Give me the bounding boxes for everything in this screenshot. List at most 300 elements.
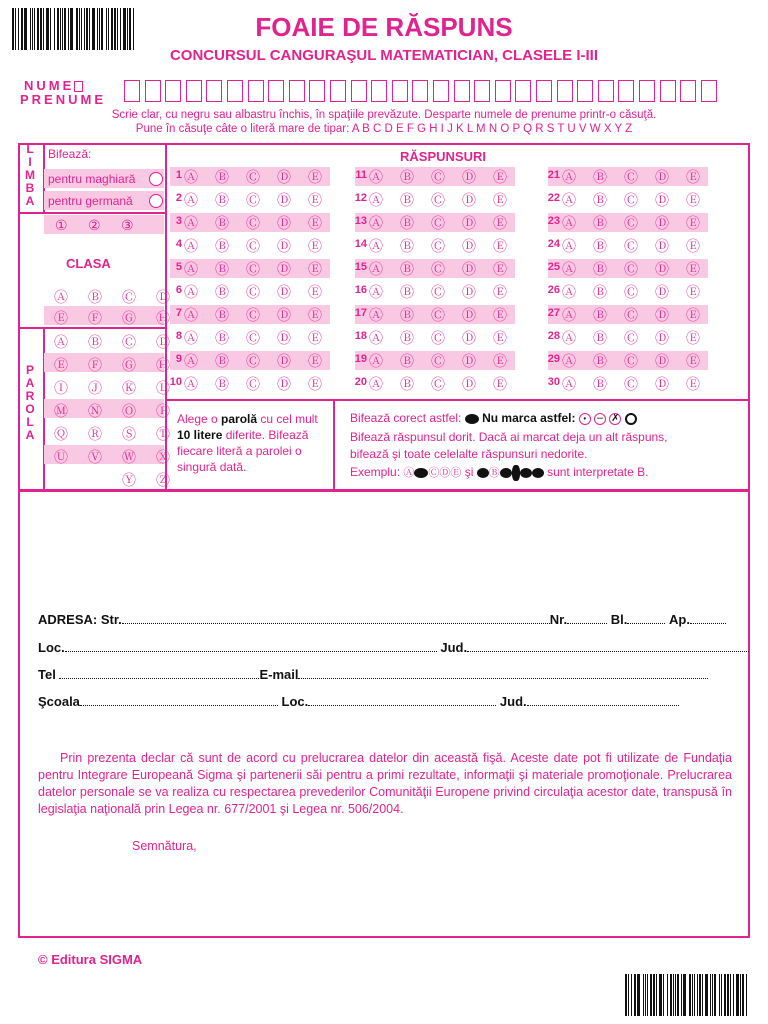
limba-heading: Bifează: [48, 147, 92, 161]
parola-letter-bubble[interactable]: Ⓑ [88, 334, 102, 350]
answer-choice-bubble[interactable]: Ⓑ [400, 169, 414, 185]
answer-choice-bubble[interactable]: Ⓓ [277, 169, 291, 185]
dot-mark-icon: • [579, 413, 591, 425]
question-number: 7 [175, 307, 182, 319]
answer-choice-bubble[interactable]: Ⓒ [246, 215, 260, 231]
name-letter-box[interactable] [454, 80, 470, 102]
parola-instr-bold1: parolă [221, 412, 258, 426]
question-number: 21 [547, 169, 560, 181]
answer-choice-bubble[interactable]: Ⓑ [215, 284, 229, 300]
answer-choice-bubble[interactable]: Ⓓ [655, 192, 669, 208]
answer-choice-bubble[interactable]: Ⓒ [246, 376, 260, 392]
vertical-letter: L [26, 142, 34, 156]
barcode-bar [727, 974, 729, 1016]
answer-choice-bubble[interactable]: Ⓓ [655, 307, 669, 323]
answer-choice-bubble[interactable]: Ⓑ [400, 215, 414, 231]
answer-choice-bubble[interactable]: Ⓔ [308, 284, 322, 300]
parola-letter-bubble[interactable]: Ⓩ [156, 472, 170, 488]
bl-field[interactable] [627, 614, 665, 624]
address-school-row[interactable] [38, 694, 679, 709]
question-number: 2 [175, 192, 182, 204]
answer-choice-bubble[interactable]: Ⓑ [593, 215, 607, 231]
clasa-option-bubble[interactable]: ① [55, 217, 68, 233]
question-number: 17 [354, 307, 367, 319]
question-number: 6 [175, 284, 182, 296]
answer-choice-bubble[interactable]: Ⓒ [246, 192, 260, 208]
answer-choice-bubble[interactable]: Ⓔ [686, 215, 700, 231]
question-number: 4 [175, 238, 182, 250]
answer-choice-bubble[interactable]: Ⓓ [462, 284, 476, 300]
answer-choice-bubble[interactable]: Ⓔ [686, 376, 700, 392]
question-number: 9 [175, 353, 182, 365]
address-loc-row[interactable] [38, 640, 749, 655]
answer-choice-bubble[interactable]: Ⓔ [686, 261, 700, 277]
name-letter-box[interactable] [124, 80, 140, 102]
answer-choice-bubble[interactable]: Ⓐ [562, 238, 576, 254]
answer-choice-bubble[interactable]: Ⓓ [462, 376, 476, 392]
parola-letter-bubble[interactable]: Ⓕ [88, 357, 102, 373]
label-nume [24, 78, 83, 93]
answer-choice-bubble[interactable]: Ⓑ [400, 330, 414, 346]
answer-choice-bubble[interactable]: Ⓓ [655, 376, 669, 392]
answer-choice-bubble[interactable]: Ⓐ [562, 376, 576, 392]
answer-choice-bubble[interactable]: Ⓓ [462, 215, 476, 231]
answer-choice-bubble[interactable]: Ⓓ [655, 353, 669, 369]
answer-choice-bubble[interactable]: Ⓐ [369, 330, 383, 346]
answer-choice-bubble[interactable]: Ⓓ [462, 169, 476, 185]
address-loc2-label: Loc. [281, 694, 309, 709]
answer-choice-bubble[interactable]: Ⓓ [655, 284, 669, 300]
answer-choice-bubble[interactable]: Ⓒ [624, 169, 638, 185]
parola-letter-bubble[interactable]: Ⓓ [156, 334, 170, 350]
clasa-option-bubble[interactable]: ② [88, 217, 101, 233]
answer-choice-bubble[interactable]: Ⓐ [562, 169, 576, 185]
answer-choice-bubble[interactable]: Ⓓ [277, 215, 291, 231]
example-bubbles-1: Ⓐ ⒸⒹⒺ [403, 467, 462, 479]
parola-letter-bubble[interactable]: Ⓧ [156, 449, 170, 465]
answer-choice-bubble[interactable]: Ⓐ [369, 376, 383, 392]
clasa-letter-bubble[interactable]: Ⓔ [54, 310, 68, 326]
answer-choice-bubble[interactable]: Ⓑ [215, 261, 229, 277]
answer-choice-bubble[interactable]: Ⓐ [184, 376, 198, 392]
answer-choice-bubble[interactable]: Ⓒ [431, 192, 445, 208]
name-letter-box[interactable] [227, 80, 243, 102]
page-subtitle: CONCURSUL CANGURAŞUL MATEMATICIAN, CLASELE I-III [169, 47, 599, 64]
address-street-row[interactable] [38, 612, 726, 627]
answer-choice-bubble[interactable]: Ⓑ [593, 192, 607, 208]
loc2-field[interactable] [308, 696, 496, 706]
answer-choice-bubble[interactable]: Ⓔ [308, 376, 322, 392]
answer-choice-bubble[interactable]: Ⓒ [431, 215, 445, 231]
address-school-label: Şcoala [38, 694, 80, 709]
address-tel-row[interactable] [38, 667, 708, 682]
address-jud-label: Jud. [440, 640, 468, 655]
answer-choice-bubble[interactable]: Ⓓ [277, 353, 291, 369]
barcode-bar [721, 974, 722, 1016]
clasa-letter-bubble[interactable]: Ⓑ [88, 289, 102, 305]
answer-choice-bubble[interactable]: Ⓔ [308, 261, 322, 277]
name-letter-box[interactable] [330, 80, 346, 102]
name-letter-box[interactable] [495, 80, 511, 102]
name-letter-box[interactable] [289, 80, 305, 102]
footer-copyright: © Editura SIGMA [38, 952, 143, 967]
name-letter-box[interactable] [598, 80, 614, 102]
answer-choice-bubble[interactable]: Ⓓ [655, 169, 669, 185]
limba-maghiara-bubble[interactable] [149, 172, 163, 186]
answer-choice-bubble[interactable]: Ⓔ [308, 238, 322, 254]
clasa-letter-bubble[interactable]: Ⓒ [122, 289, 136, 305]
answer-choice-bubble[interactable]: Ⓐ [369, 169, 383, 185]
answer-choice-bubble[interactable]: Ⓑ [400, 307, 414, 323]
answer-choice-bubble[interactable]: Ⓒ [624, 284, 638, 300]
marking-correct-label: Bifează corect astfel: [350, 411, 462, 425]
answer-choice-bubble[interactable]: Ⓒ [246, 330, 260, 346]
answer-choice-bubble[interactable]: Ⓔ [493, 192, 507, 208]
jud-field[interactable] [467, 642, 749, 652]
nr-field[interactable] [567, 614, 607, 624]
name-letter-box[interactable] [618, 80, 634, 102]
address-loc-label: Loc. [38, 640, 65, 655]
answer-choice-bubble[interactable]: Ⓔ [493, 307, 507, 323]
vertical-letter: L [26, 415, 34, 429]
answer-choice-bubble[interactable]: Ⓓ [655, 215, 669, 231]
parola-letter-bubble[interactable]: Ⓚ [122, 380, 136, 396]
answer-choice-bubble[interactable]: Ⓒ [624, 376, 638, 392]
clasa-letter-bubble[interactable]: Ⓗ [156, 310, 170, 326]
vertical-letter: M [25, 168, 35, 182]
parola-letter-bubble[interactable]: Ⓙ [88, 380, 102, 396]
answer-choice-bubble[interactable]: Ⓐ [562, 353, 576, 369]
answer-choice-bubble[interactable]: Ⓔ [686, 307, 700, 323]
parola-instr-bold2: 10 litere [177, 428, 223, 442]
limba-option-germana[interactable]: pentru germană [48, 194, 133, 208]
barcode-bar [733, 974, 734, 1016]
answer-choice-bubble[interactable]: Ⓔ [493, 330, 507, 346]
answer-choice-bubble[interactable]: Ⓐ [184, 238, 198, 254]
limba-option-maghiara[interactable]: pentru maghiară [48, 172, 136, 186]
answer-choice-bubble[interactable]: Ⓒ [431, 330, 445, 346]
address-tel-label: Tel [38, 667, 56, 682]
answer-choice-bubble[interactable]: Ⓓ [655, 330, 669, 346]
parola-letter-bubble[interactable]: Ⓝ [88, 403, 102, 419]
tel-field[interactable] [59, 669, 259, 679]
name-letter-box[interactable] [165, 80, 181, 102]
parola-letter-bubble[interactable]: Ⓤ [54, 449, 68, 465]
name-letter-box[interactable] [145, 80, 161, 102]
answer-choice-bubble[interactable]: Ⓔ [493, 353, 507, 369]
barcode-bar [659, 974, 662, 1016]
barcode-bar [730, 974, 731, 1016]
answer-choice-bubble[interactable]: Ⓐ [562, 261, 576, 277]
answer-choice-bubble[interactable]: Ⓒ [431, 169, 445, 185]
answer-choice-bubble[interactable]: Ⓒ [624, 238, 638, 254]
answer-choice-bubble[interactable]: Ⓔ [686, 284, 700, 300]
barcode-bar [742, 974, 744, 1016]
answer-choice-bubble[interactable]: Ⓑ [593, 376, 607, 392]
name-letter-box[interactable] [206, 80, 222, 102]
answer-choice-bubble[interactable]: Ⓓ [277, 284, 291, 300]
answer-choice-bubble[interactable]: Ⓔ [493, 376, 507, 392]
answer-choice-bubble[interactable]: Ⓐ [184, 215, 198, 231]
ap-field[interactable] [690, 614, 726, 624]
question-number: 5 [175, 261, 182, 273]
parola-letter-bubble[interactable]: Ⓠ [54, 426, 68, 442]
answer-choice-bubble[interactable]: Ⓒ [246, 284, 260, 300]
answer-choice-bubble[interactable]: Ⓓ [277, 330, 291, 346]
name-box-marker [74, 81, 83, 92]
answer-choice-bubble[interactable]: Ⓔ [686, 353, 700, 369]
answer-choice-bubble[interactable]: Ⓑ [215, 307, 229, 323]
answer-choice-bubble[interactable]: Ⓐ [369, 215, 383, 231]
answer-choice-bubble[interactable]: Ⓐ [369, 284, 383, 300]
barcode-bar [724, 974, 726, 1016]
answer-choice-bubble[interactable]: Ⓑ [215, 330, 229, 346]
answer-choice-bubble[interactable]: Ⓑ [215, 238, 229, 254]
answer-choice-bubble[interactable]: Ⓑ [593, 330, 607, 346]
answer-choice-bubble[interactable]: Ⓓ [277, 192, 291, 208]
answer-choice-bubble[interactable]: Ⓒ [246, 261, 260, 277]
answer-choice-bubble[interactable]: Ⓑ [215, 192, 229, 208]
answer-choice-bubble[interactable]: Ⓑ [593, 169, 607, 185]
name-letter-box[interactable] [412, 80, 428, 102]
name-letter-box[interactable] [660, 80, 676, 102]
answer-choice-bubble[interactable]: Ⓒ [246, 307, 260, 323]
answer-choice-bubble[interactable]: Ⓐ [369, 238, 383, 254]
street-field[interactable] [122, 614, 550, 624]
barcode-bar [637, 974, 640, 1016]
answer-choice-bubble[interactable]: Ⓐ [369, 192, 383, 208]
name-letter-box[interactable] [474, 80, 490, 102]
answer-choice-bubble[interactable]: Ⓔ [308, 330, 322, 346]
parola-letter-bubble[interactable]: Ⓔ [54, 357, 68, 373]
clasa-letter-bubble[interactable]: Ⓐ [54, 289, 68, 305]
parola-letter-bubble[interactable]: Ⓗ [156, 357, 170, 373]
name-letter-box[interactable] [392, 80, 408, 102]
answer-choice-bubble[interactable]: Ⓐ [562, 215, 576, 231]
answer-choice-bubble[interactable]: Ⓑ [593, 261, 607, 277]
question-number: 23 [547, 215, 560, 227]
answer-choice-bubble[interactable]: Ⓐ [184, 330, 198, 346]
answer-choice-bubble[interactable]: Ⓐ [369, 353, 383, 369]
limba-germana-bubble[interactable] [149, 194, 163, 208]
parola-instruction [177, 411, 327, 475]
name-letter-box[interactable] [577, 80, 593, 102]
barcode-bar [650, 974, 652, 1016]
answer-choice-bubble[interactable]: Ⓒ [624, 261, 638, 277]
name-letter-box[interactable] [268, 80, 284, 102]
answer-choice-bubble[interactable]: Ⓐ [562, 307, 576, 323]
answer-choice-bubble[interactable]: Ⓐ [184, 353, 198, 369]
name-letter-box[interactable] [309, 80, 325, 102]
circle-mark-icon [625, 413, 637, 425]
answer-choice-bubble[interactable]: Ⓒ [246, 353, 260, 369]
name-letter-box[interactable] [351, 80, 367, 102]
name-letter-box[interactable] [701, 80, 717, 102]
answer-choice-bubble[interactable]: Ⓐ [562, 284, 576, 300]
question-number: 29 [547, 353, 560, 365]
answer-choice-bubble[interactable]: Ⓓ [277, 376, 291, 392]
name-letter-box[interactable] [371, 80, 387, 102]
parola-letter-bubble[interactable]: Ⓞ [122, 403, 136, 419]
parola-letter-bubble[interactable]: Ⓣ [156, 426, 170, 442]
answer-choice-bubble[interactable]: Ⓔ [493, 238, 507, 254]
answer-choice-bubble[interactable]: Ⓐ [184, 284, 198, 300]
answer-choice-bubble[interactable]: Ⓔ [493, 284, 507, 300]
answer-choice-bubble[interactable]: Ⓔ [308, 192, 322, 208]
address-email-label: E-mail [259, 667, 299, 682]
barcode-bar [643, 974, 644, 1016]
name-letter-box[interactable] [515, 80, 531, 102]
answer-choice-bubble[interactable]: Ⓓ [462, 353, 476, 369]
parola-instr-mid: cu cel mult [257, 412, 318, 426]
question-number: 27 [547, 307, 560, 319]
school-field[interactable] [80, 696, 278, 706]
answer-choice-bubble[interactable]: Ⓒ [624, 330, 638, 346]
loc-field[interactable] [65, 642, 437, 652]
answer-choice-bubble[interactable]: Ⓓ [277, 261, 291, 277]
answer-choice-bubble[interactable]: Ⓔ [686, 169, 700, 185]
answer-choice-bubble[interactable]: Ⓔ [686, 192, 700, 208]
answer-choice-bubble[interactable]: Ⓑ [400, 376, 414, 392]
email-field[interactable] [298, 669, 708, 679]
jud2-field[interactable] [527, 696, 679, 706]
barcode-bar [699, 974, 701, 1016]
parola-letter-bubble[interactable]: Ⓜ [54, 403, 68, 419]
answer-choice-bubble[interactable]: Ⓒ [624, 192, 638, 208]
name-letter-box[interactable] [433, 80, 449, 102]
answer-choice-bubble[interactable]: Ⓔ [308, 307, 322, 323]
name-letter-box[interactable] [186, 80, 202, 102]
answer-choice-bubble[interactable]: Ⓓ [462, 238, 476, 254]
answer-choice-bubble[interactable]: Ⓓ [277, 238, 291, 254]
answer-choice-bubble[interactable]: Ⓒ [624, 215, 638, 231]
address-bl-label: Bl. [610, 612, 628, 627]
answer-choice-bubble[interactable]: Ⓒ [624, 307, 638, 323]
answer-choice-bubble[interactable]: Ⓐ [184, 169, 198, 185]
parola-letter-bubble[interactable]: Ⓖ [122, 357, 136, 373]
answer-choice-bubble[interactable]: Ⓓ [655, 238, 669, 254]
parola-letter-bubble[interactable]: Ⓥ [88, 449, 102, 465]
answer-choice-bubble[interactable]: Ⓐ [369, 261, 383, 277]
divider-answers-bottom [165, 399, 750, 401]
answer-choice-bubble[interactable]: Ⓒ [624, 353, 638, 369]
answer-choice-bubble[interactable]: Ⓑ [400, 261, 414, 277]
parola-letter-bubble[interactable]: Ⓡ [88, 426, 102, 442]
answer-choice-bubble[interactable]: Ⓑ [593, 307, 607, 323]
answer-choice-bubble[interactable]: Ⓑ [593, 353, 607, 369]
answer-choice-bubble[interactable]: Ⓔ [493, 261, 507, 277]
answer-choice-bubble[interactable]: Ⓓ [655, 261, 669, 277]
parola-letter-bubble[interactable]: Ⓐ [54, 334, 68, 350]
answer-choice-bubble[interactable]: Ⓐ [184, 307, 198, 323]
answer-choice-bubble[interactable]: Ⓒ [246, 238, 260, 254]
parola-letter-bubble[interactable]: Ⓛ [156, 380, 170, 396]
answer-choice-bubble[interactable]: Ⓓ [462, 307, 476, 323]
clasa-letter-bubble[interactable]: Ⓓ [156, 289, 170, 305]
name-letter-box[interactable] [639, 80, 655, 102]
answer-choice-bubble[interactable]: Ⓓ [462, 261, 476, 277]
answer-choice-bubble[interactable]: Ⓐ [562, 330, 576, 346]
answer-choice-bubble[interactable]: Ⓐ [562, 192, 576, 208]
answer-choice-bubble[interactable]: Ⓒ [431, 353, 445, 369]
barcode-bar [746, 974, 747, 1016]
parola-instr-post: diferite. Bifează fiecare literă a parolei o singură dată. [177, 428, 309, 474]
answer-choice-bubble[interactable]: Ⓒ [431, 284, 445, 300]
clasa-letter-bubble[interactable]: Ⓕ [88, 310, 102, 326]
answer-choice-bubble[interactable]: Ⓔ [493, 169, 507, 185]
vertical-letter: R [25, 389, 35, 403]
answer-choice-bubble[interactable]: Ⓔ [308, 353, 322, 369]
answer-choice-bubble[interactable]: Ⓑ [400, 192, 414, 208]
answer-choice-bubble[interactable]: Ⓔ [686, 330, 700, 346]
example-result: sunt interpretate B. [547, 465, 649, 479]
answer-choice-bubble[interactable]: Ⓔ [308, 215, 322, 231]
parola-instr-pre: Alege o [177, 412, 222, 426]
answer-choice-bubble[interactable]: Ⓑ [593, 284, 607, 300]
label-nume-text: NUME [24, 78, 75, 93]
answer-choice-bubble[interactable]: Ⓑ [215, 353, 229, 369]
question-number: 1 [175, 169, 182, 181]
answer-choice-bubble[interactable]: Ⓑ [400, 238, 414, 254]
question-number: 25 [547, 261, 560, 273]
answer-choice-bubble[interactable]: Ⓒ [431, 238, 445, 254]
answer-choice-bubble[interactable]: Ⓔ [686, 238, 700, 254]
answer-choice-bubble[interactable]: Ⓑ [215, 215, 229, 231]
answer-choice-bubble[interactable]: Ⓓ [277, 307, 291, 323]
question-number: 22 [547, 192, 560, 204]
answer-choice-bubble[interactable]: Ⓔ [493, 215, 507, 231]
clasa-letter-bubble[interactable]: Ⓖ [122, 310, 136, 326]
answer-choice-bubble[interactable]: Ⓒ [431, 261, 445, 277]
barcode-bar [677, 974, 679, 1016]
answer-choice-bubble[interactable]: Ⓒ [246, 169, 260, 185]
answer-choice-bubble[interactable]: Ⓓ [462, 192, 476, 208]
answer-choice-bubble[interactable]: Ⓔ [308, 169, 322, 185]
clasa-option-bubble[interactable]: ③ [121, 217, 134, 233]
parola-letter-bubble[interactable]: Ⓨ [122, 472, 136, 488]
x-mark-icon: ✗ [611, 412, 620, 424]
barcode-bar [694, 974, 695, 1016]
name-letter-box[interactable] [536, 80, 552, 102]
name-instruction-2: Pune în căsuţe câte o literă mare de tipar: A B C D E F G H I J K L M N O P Q R S T U V W X Y Z [135, 123, 633, 135]
answer-choice-bubble[interactable]: Ⓒ [431, 307, 445, 323]
label-prenume: PRENUME [20, 92, 107, 107]
question-number: 8 [175, 330, 182, 342]
answer-choice-bubble[interactable]: Ⓑ [400, 353, 414, 369]
answer-choice-bubble[interactable]: Ⓐ [369, 307, 383, 323]
vertical-letter: B [25, 181, 35, 195]
parola-letter-bubble[interactable]: Ⓘ [54, 380, 68, 396]
example-bubbles-2: Ⓑ [477, 467, 544, 479]
answer-choice-bubble[interactable]: Ⓐ [184, 192, 198, 208]
answer-choice-bubble[interactable]: Ⓓ [462, 330, 476, 346]
parola-letter-bubble[interactable]: Ⓒ [122, 334, 136, 350]
name-letter-box[interactable] [248, 80, 264, 102]
answer-choice-bubble[interactable]: Ⓑ [400, 284, 414, 300]
parola-letter-bubble[interactable]: Ⓦ [122, 449, 136, 465]
answer-choice-bubble[interactable]: Ⓒ [431, 376, 445, 392]
parola-letter-bubble[interactable]: Ⓟ [156, 403, 170, 419]
answer-choice-bubble[interactable]: Ⓑ [215, 376, 229, 392]
parola-letter-bubble[interactable]: Ⓢ [122, 426, 136, 442]
name-letter-box[interactable] [557, 80, 573, 102]
name-letter-box[interactable] [680, 80, 696, 102]
answer-choice-bubble[interactable]: Ⓐ [184, 261, 198, 277]
answer-choice-bubble[interactable]: Ⓑ [593, 238, 607, 254]
declaration-text: Prin prezenta declar că sunt de acord cu prelucrarea datelor din această fişă. Aceste date pot fi utilizate de Fundaţia pentru Integrare Europeană Sigma şi partenerii săi pentru a primi rezultate, informaţii şi materiale promoţionale. Prelucrarea datelor personale se va realiza cu respectarea prevederilor Comunităţii Europene privind circulaţia acestor date, transpusă în legislaţia naţională prin Legea nr. 677/2001 şi Legea nr. 506/2004. [38, 751, 732, 816]
barcode-bar [673, 974, 674, 1016]
answer-choice-bubble[interactable]: Ⓑ [215, 169, 229, 185]
